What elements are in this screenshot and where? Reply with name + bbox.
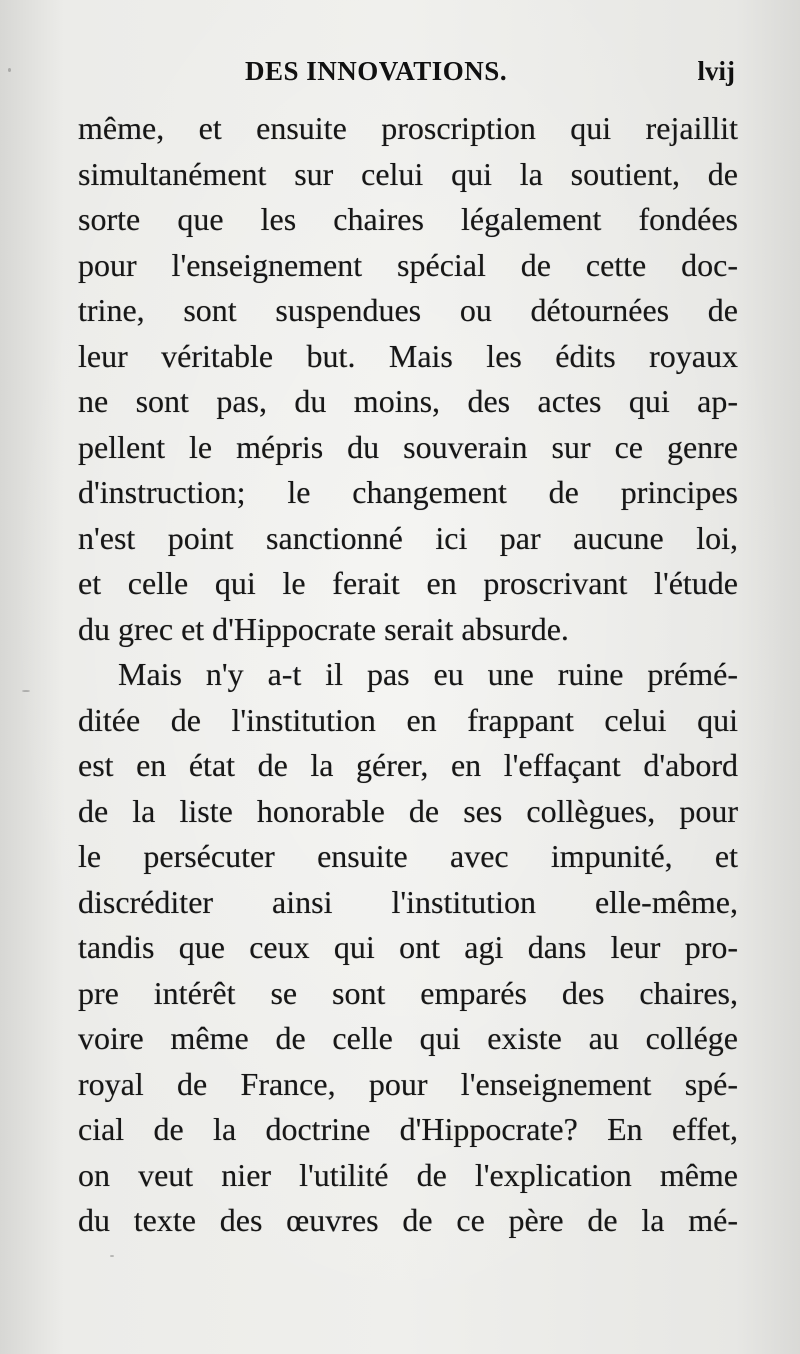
- text-line: voire même de celle qui existe au collége: [78, 1020, 738, 1056]
- running-title: DES INNOVATIONS.: [245, 56, 508, 86]
- text-line: pellent le mépris du souverain sur ce genre: [78, 428, 738, 465]
- paragraph-end-line: du grec et d'Hippocrate serait absurde.: [78, 610, 569, 647]
- paragraph-start-line: Mais n'y a-t il pas eu une ruine prémé-: [118, 656, 738, 692]
- text-line: ne sont pas, du moins, des actes qui ap-: [78, 383, 738, 419]
- text-line: ditée de l'institution en frappant celui qui: [78, 701, 738, 738]
- text-line: trine, sont suspendues ou détournées de: [78, 292, 738, 328]
- body-text: [78, 106, 738, 1244]
- text-line: même, et ensuite proscription qui rejaillit: [78, 110, 738, 146]
- paper-speck: [22, 690, 30, 692]
- text-line: simultanément sur celui qui la soutient, de: [78, 155, 738, 192]
- text-line: royal de France, pour l'enseignement spé-: [78, 1065, 738, 1102]
- text-line: sorte que les chaires légalement fondées: [78, 201, 738, 237]
- text-line: le persécuter ensuite avec impunité, et: [78, 838, 738, 874]
- text-line: tandis que ceux qui ont agi dans leur pro-: [78, 929, 738, 965]
- page-header: [245, 56, 735, 96]
- text-line: pre intérêt se sont emparés des chaires,: [78, 974, 738, 1011]
- text-line: pour l'enseignement spécial de cette doc-: [78, 246, 738, 283]
- text-line: et celle qui le ferait en proscrivant l'étude: [78, 565, 738, 601]
- text-line: est en état de la gérer, en l'effaçant d'abord: [78, 747, 738, 783]
- text-line: n'est point sanctionné ici par aucune loi,: [78, 519, 738, 556]
- text-line: on veut nier l'utilité de l'explication même: [78, 1156, 738, 1193]
- text-line: du texte des œuvres de ce père de la mé-: [78, 1202, 738, 1238]
- page-number: lvij: [697, 56, 735, 86]
- text-line: cial de la doctrine d'Hippocrate? En effet,: [78, 1111, 738, 1147]
- text-line: leur véritable but. Mais les édits royaux: [78, 337, 738, 374]
- text-line: discréditer ainsi l'institution elle-même,: [78, 883, 738, 920]
- paper-speck: [8, 68, 11, 72]
- text-line: de la liste honorable de ses collègues, pour: [78, 792, 738, 829]
- paper-speck: [110, 1255, 114, 1257]
- text-line: d'instruction; le changement de principes: [78, 474, 738, 510]
